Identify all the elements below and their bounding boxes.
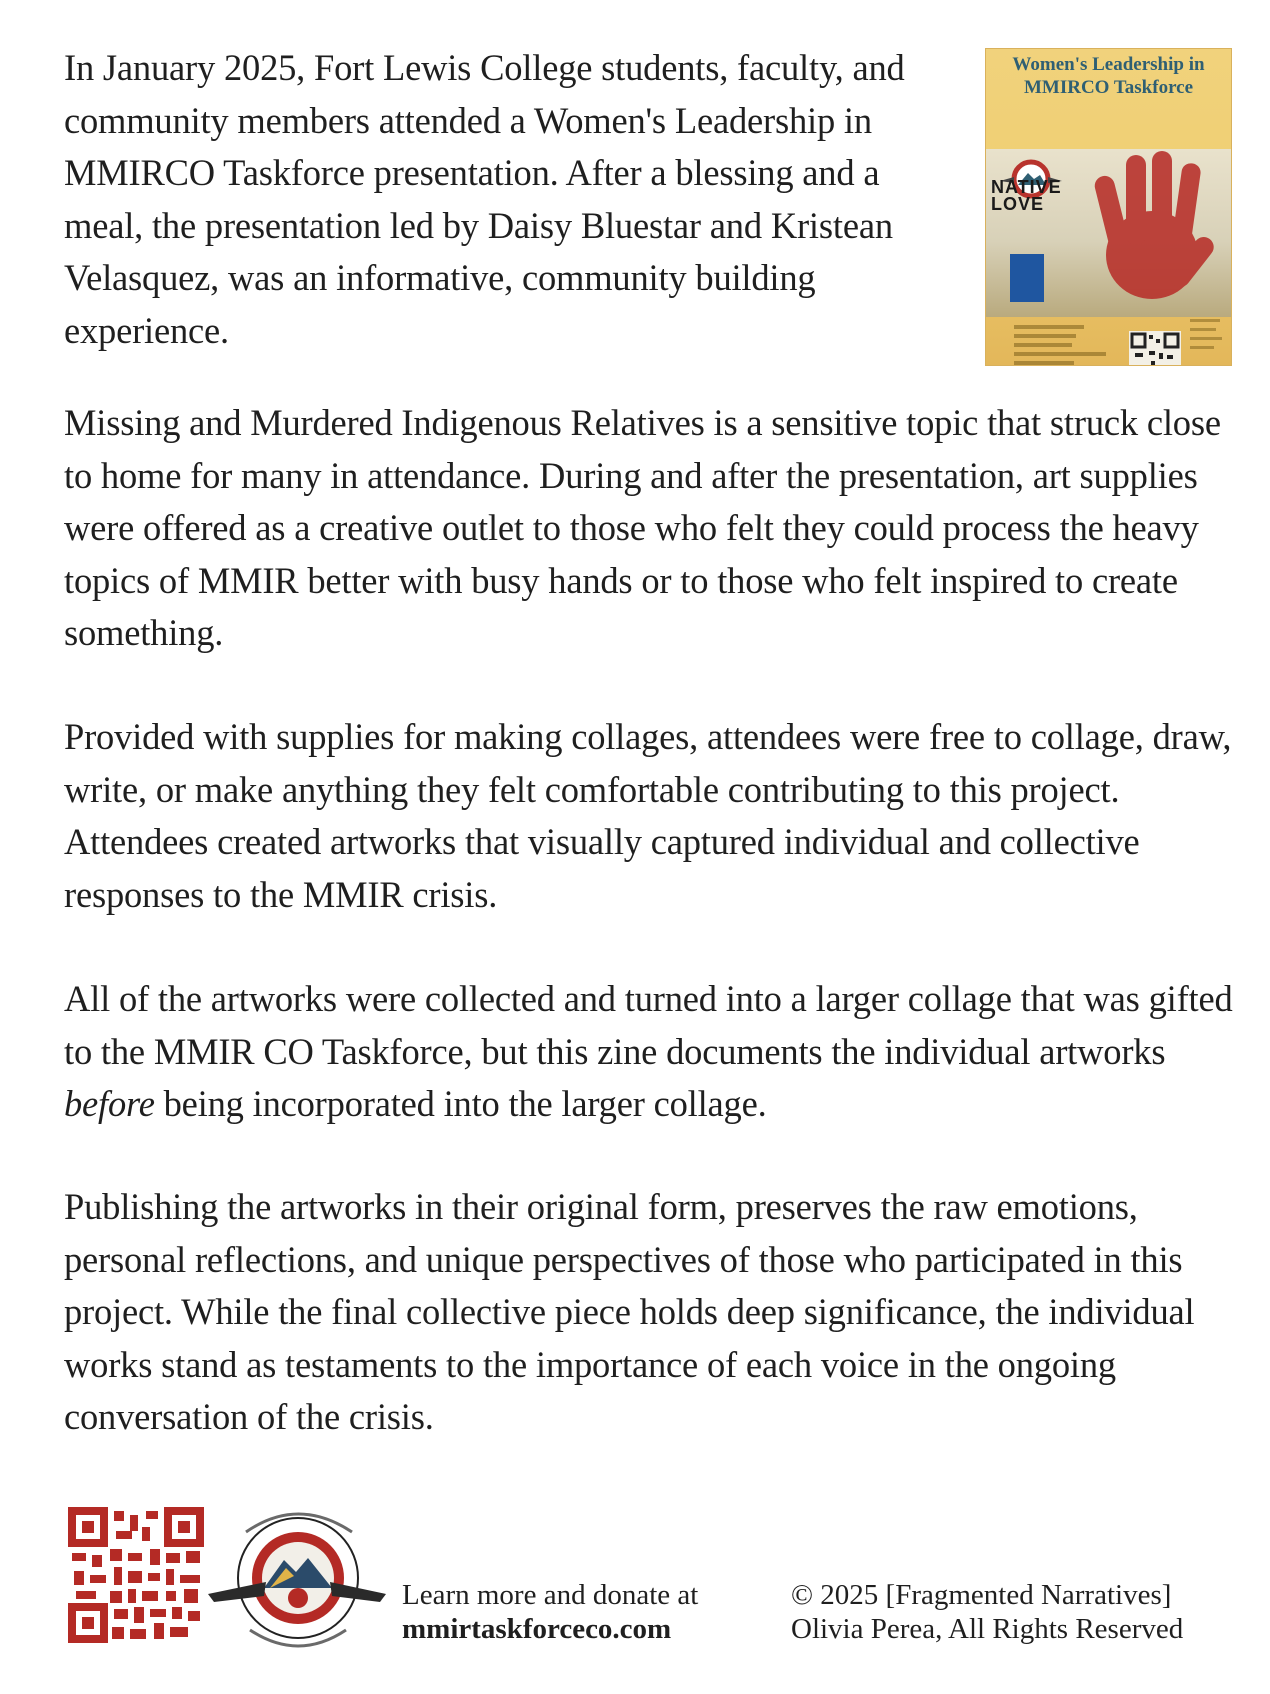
donate-info: [402, 1578, 698, 1646]
mmir-topic-paragraph: Missing and Murdered Indigenous Relatives is a sensitive topic that struck close to home for many in attendance. During and after the presentation, art supplies were offered as a creative outlet to those who felt they could process the heavy topics of MMIR better with busy hands or to those who felt inspired to create something.: [64, 402, 1221, 653]
collage-text-start: All of the artworks were collected and turned into a larger collage that was gifted to the MMIR CO Taskforce, but this zine documents the individual artworks: [64, 978, 1233, 1072]
collage-text-end: being incorporated into the larger collage.: [154, 1083, 767, 1124]
poster-qr-code-icon: [1129, 331, 1181, 366]
donation-qr-code-icon[interactable]: [66, 1505, 206, 1645]
poster-title: Women's Leadership in MMIRCO Taskforce: [1012, 54, 1205, 98]
poster-blue-panel: [1010, 254, 1044, 302]
poster-side-text: [1190, 319, 1226, 365]
event-poster: [985, 48, 1232, 366]
website-link[interactable]: mmirtaskforceco.com: [402, 1613, 672, 1645]
mmir-taskforce-seal-icon: [206, 1502, 388, 1662]
author-line: Olivia Perea, All Rights Reserved: [791, 1613, 1184, 1645]
collage-paragraph: [64, 973, 1254, 1131]
intro-paragraph: In January 2025, Fort Lewis College students, faculty, and community members attended a Women's Leadership in MMIRCO Taskforce presentation. After a blessing and a meal, the presentation led by Daisy Bluestar and Kristean Velasquez, was an informative, community building experience.: [64, 47, 905, 351]
poster-event-details: [996, 325, 1126, 366]
publishing-paragraph: Publishing the artworks in their original form, preserves the raw emotions, personal reflections, and unique perspectives of those who participated in this project. While the final collective piece holds deep significance, the individual works stand as testaments to the importance of each voice in the ongoing conversation of the crisis.: [64, 1186, 1195, 1437]
supplies-paragraph: Provided with supplies for making collages, attendees were free to collage, draw, write, or make anything they felt comfortable contributing to this project. Attendees created artworks that visually captured individual and collective responses to the MMIR crisis.: [64, 716, 1232, 915]
copyright-block: [791, 1578, 1183, 1646]
red-handprint-icon: [1074, 145, 1224, 315]
copyright-line: © 2025 [Fragmented Narratives]: [791, 1579, 1172, 1611]
native-love-text: NATIVE LOVE: [991, 177, 1062, 214]
emphasis-before: before: [64, 1083, 155, 1124]
learn-more-label: Learn more and donate at: [402, 1579, 699, 1611]
